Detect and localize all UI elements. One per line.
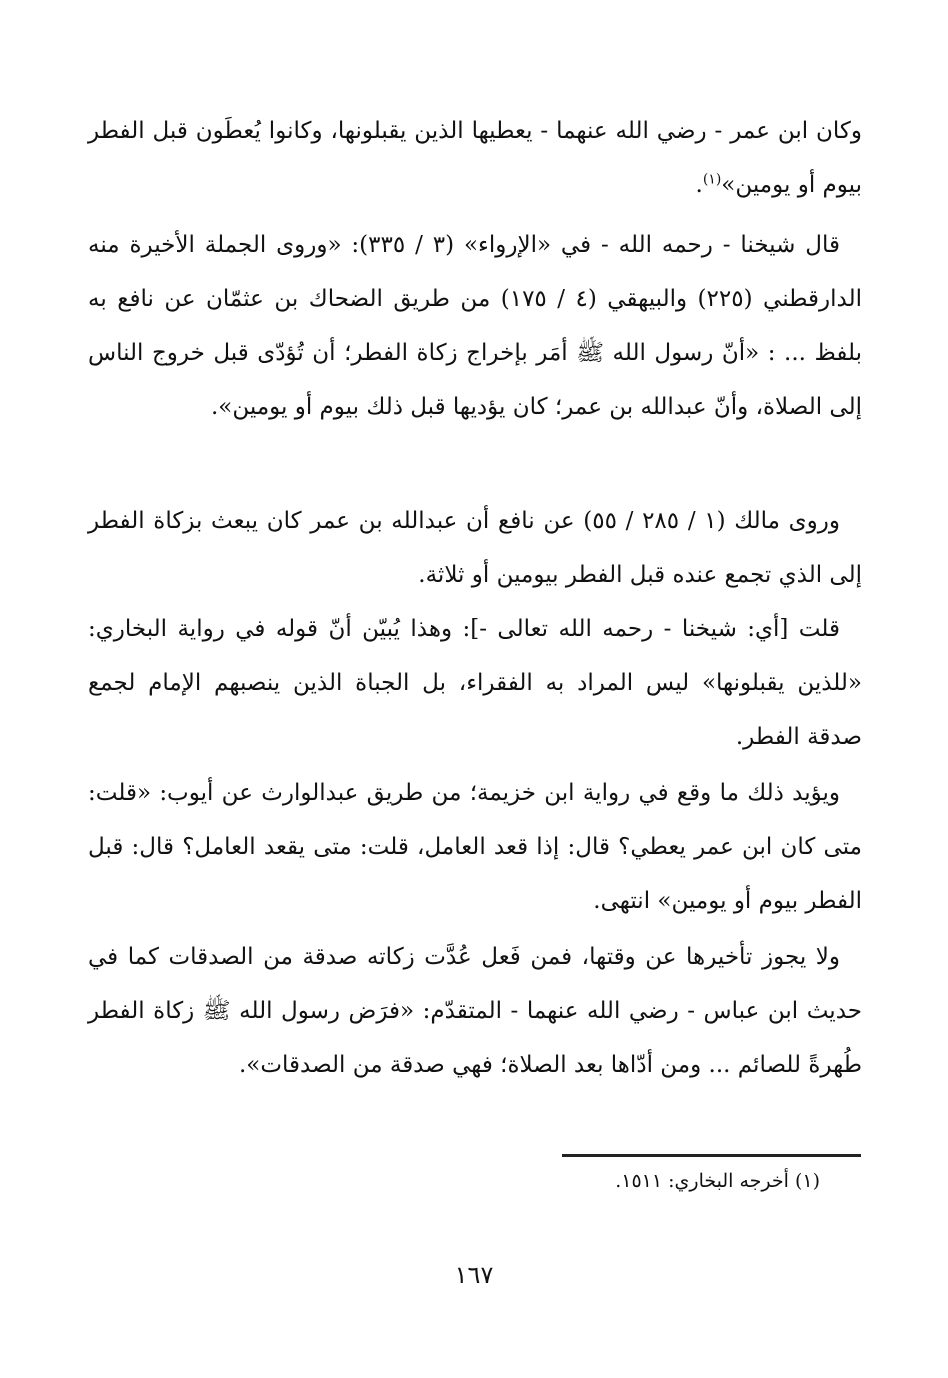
- paragraph-2-text: قال شيخنا - رحمه الله - في «الإرواء» (٣ / ٣٣٥): «وروى الجملة الأخيرة منه الدارقطني (٢٢٥) والبيهقي (٤ / ١٧٥) من طريق الضحاك بن عثمّان عن نافع به بلفظ ... : «أنّ رسول الله ﷺ أمَر بإخراج زكاة الفطر؛ أن تُؤدّى قبل خروج الناس إلى الصلاة، وأنّ عبدالله بن عمر؛ كان يؤديها قبل ذلك بيوم أو يومين».: [88, 232, 862, 420]
- paragraph-3-text: وروى مالك (١ / ٢٨٥ / ٥٥) عن نافع أن عبدالله بن عمر كان يبعث بزكاة الفطر إلى الذي تجمع عنده قبل الفطر بيومين أو ثلاثة.: [88, 508, 862, 588]
- paragraph-5-text: ويؤيد ذلك ما وقع في رواية ابن خزيمة؛ من طريق عبدالوارث عن أيوب: «قلت: متى كان ابن عمر يعطي؟ قال: إذا قعد العامل، قلت: متى يقعد العامل؟ قال: قبل الفطر بيوم أو يومين» انتهى.: [88, 780, 862, 914]
- paragraph-1-end: .: [695, 172, 703, 198]
- paragraph-3: [88, 494, 862, 602]
- paragraph-4: [88, 602, 862, 764]
- paragraph-5: [88, 766, 862, 928]
- paragraph-1-text: وكان ابن عمر - رضي الله عنهما - يعطيها الذين يقبلونها، وكانوا يُعطَون قبل الفطر بيوم أو يومين»: [88, 118, 862, 198]
- footnote: (١) أخرجه البخاري: ١٥١١.: [615, 1170, 820, 1192]
- paragraph-1: [88, 104, 862, 212]
- paragraph-4-text: قلت [أي: شيخنا - رحمه الله تعالى -]: وهذا يُبيّن أنّ قوله في رواية البخاري: «للذين يقبلونها» ليس المراد به الفقراء، بل الجباة الذين ينصبهم الإمام لجمع صدقة الفطر.: [88, 616, 862, 750]
- paragraph-2: [88, 218, 862, 434]
- page-number: ١٦٧: [454, 1261, 494, 1289]
- paragraph-6-text: ولا يجوز تأخيرها عن وقتها، فمن فَعل عُدَّت زكاته صدقة من الصدقات كما في حديث ابن عباس - رضي الله عنهما - المتقدّم: «فرَض رسول الله ﷺ زكاة الفطر طُهرةً للصائم ... ومن أدّاها بعد الصلاة؛ فهي صدقة من الصدقات».: [88, 944, 862, 1078]
- footnote-reference[interactable]: (١): [702, 171, 722, 188]
- paragraph-6: [88, 930, 862, 1092]
- footnote-divider: [562, 1154, 861, 1157]
